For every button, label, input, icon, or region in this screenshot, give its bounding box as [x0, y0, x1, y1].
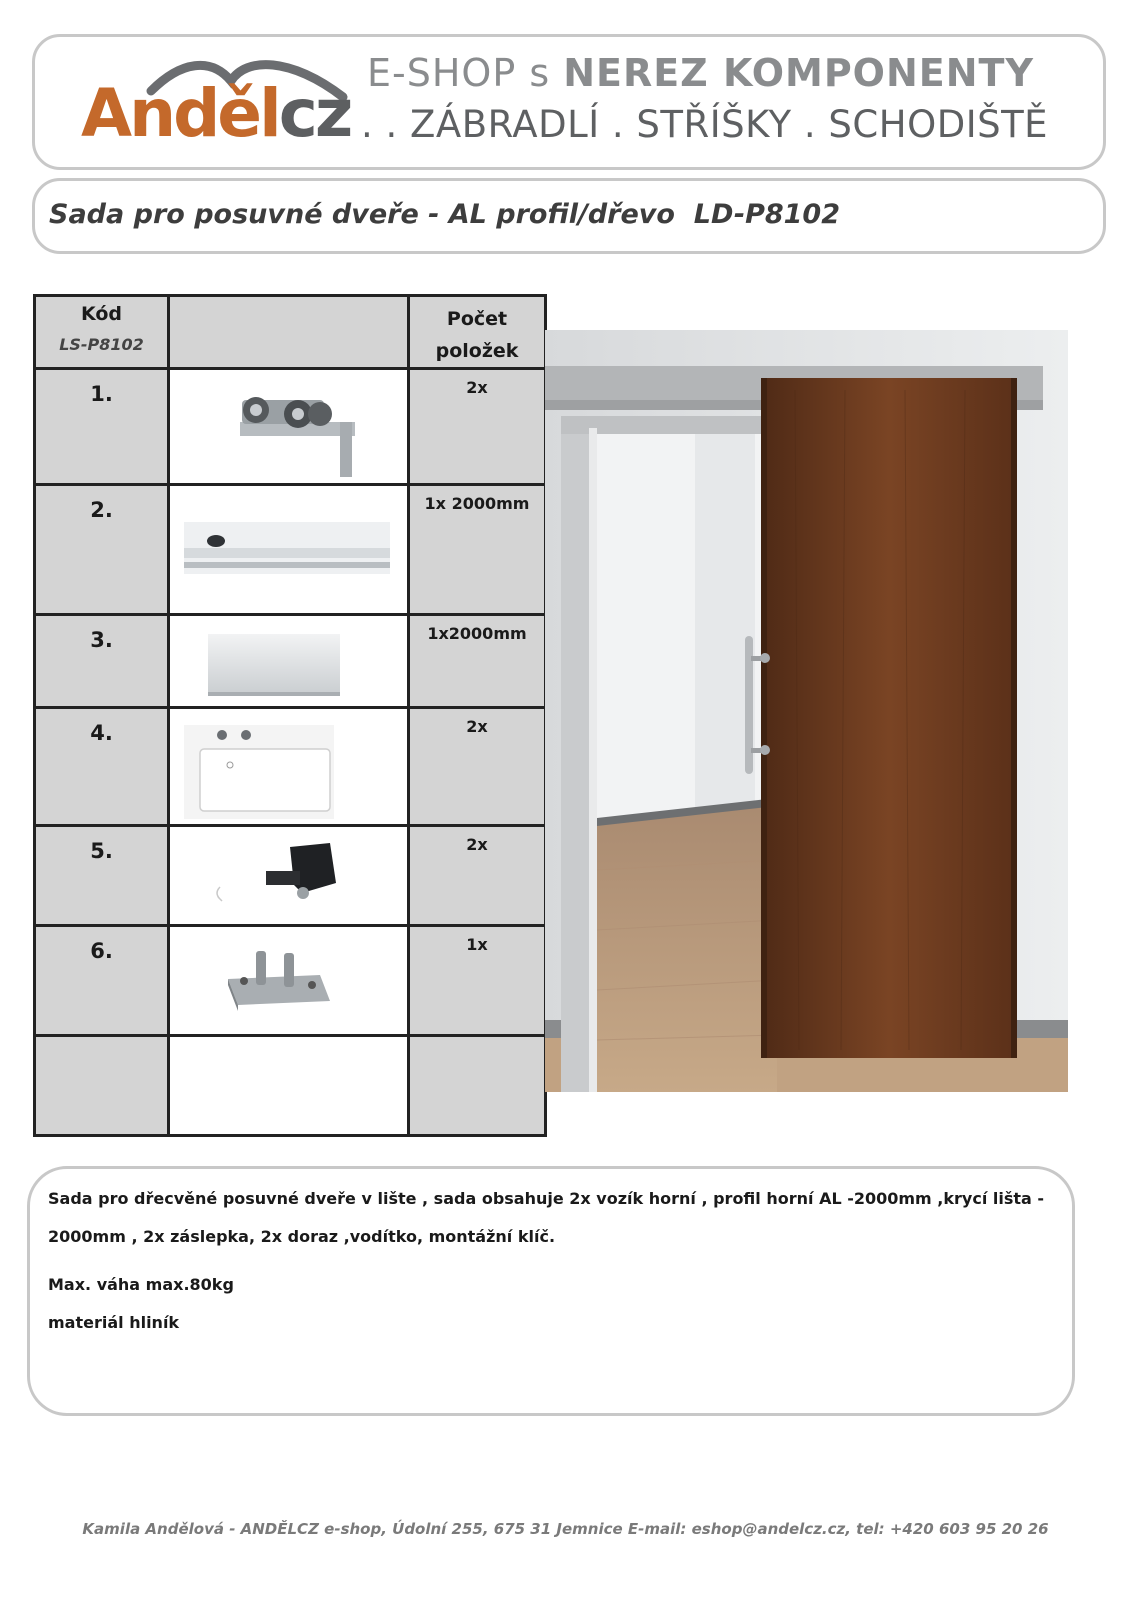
tagline-prefix: E-SHOP s	[367, 51, 564, 95]
row-qty: 1x 2000mm	[424, 494, 530, 513]
row-number-cell	[35, 926, 169, 1036]
sliding-door-illustration	[545, 330, 1068, 1092]
header-count-line1: Počet	[446, 308, 508, 330]
row-image-cell	[169, 708, 409, 826]
end-cap-icon	[170, 709, 407, 827]
row-number-cell	[35, 485, 169, 615]
row-qty: 2x	[466, 835, 488, 854]
table-row	[35, 708, 546, 826]
description-material: materiál hliník	[48, 1313, 180, 1332]
row-qty: 2x	[466, 717, 488, 736]
floor-guide-icon	[170, 927, 407, 1037]
row-image-cell	[169, 369, 409, 485]
row-qty-cell	[409, 826, 546, 926]
row-number: 5.	[90, 839, 113, 863]
description-line-1: Sada pro dřecvěné posuvné dveře v lište , sada obsahuje 2x vozík horní , profil horní AL -2000mm ,krycí lišta -	[48, 1189, 1045, 1208]
header-image-cell	[169, 296, 409, 369]
cover-strip-icon	[170, 616, 407, 709]
table-row-empty	[35, 1036, 546, 1136]
row-image-cell	[169, 615, 409, 708]
row-number-cell	[35, 369, 169, 485]
logo-text-suffix: cz	[278, 75, 351, 152]
header-code-cell	[35, 296, 169, 369]
door-stop-icon	[170, 827, 407, 927]
row-number-cell	[35, 1036, 169, 1136]
row-number: 4.	[90, 721, 113, 745]
row-qty-cell	[409, 1036, 546, 1136]
row-image-cell	[169, 1036, 409, 1136]
row-image-cell	[169, 485, 409, 615]
row-number: 1.	[90, 382, 113, 406]
table-row	[35, 826, 546, 926]
table-row	[35, 369, 546, 485]
header-code-value: LS-P8102	[59, 335, 144, 354]
row-image-cell	[169, 826, 409, 926]
footer-contact: Kamila Andělová - ANDĚLCZ e-shop, Údolní 255, 675 31 Jemnice E-mail: eshop@andelcz.cz, tel: +420 603 95 20 26	[82, 1520, 1049, 1538]
description-line-2: 2000mm , 2x záslepka, 2x doraz ,vodítko, montážní klíč.	[48, 1227, 556, 1246]
table-row	[35, 926, 546, 1036]
table-row	[35, 485, 546, 615]
table-header-row	[35, 296, 546, 369]
header-count-line2: položek	[435, 340, 519, 362]
row-qty-cell	[409, 615, 546, 708]
title-box	[32, 178, 1106, 254]
header-count-cell	[409, 296, 546, 369]
tagline-bold: NEREZ KOMPONENTY	[563, 51, 1034, 95]
row-number: 2.	[90, 498, 113, 522]
table-row	[35, 615, 546, 708]
row-qty: 1x	[466, 935, 488, 954]
logo-text-main: Anděl	[81, 75, 279, 152]
row-qty: 2x	[466, 378, 488, 397]
row-number: 3.	[90, 628, 113, 652]
row-number-cell	[35, 615, 169, 708]
roller-carriage-icon	[170, 370, 407, 486]
andelcz-logo[interactable]	[81, 51, 351, 161]
logo-wordmark	[81, 75, 351, 152]
row-number: 6.	[90, 939, 113, 963]
aluminium-rail-icon	[170, 486, 407, 616]
row-number-cell	[35, 708, 169, 826]
header-code-label: Kód	[80, 303, 123, 325]
page-title: Sada pro posuvné dveře - AL profil/dřevo LD-P8102	[49, 199, 841, 230]
row-qty-cell	[409, 485, 546, 615]
row-qty-cell	[409, 708, 546, 826]
row-image-cell	[169, 926, 409, 1036]
tagline-eshop	[367, 51, 1034, 95]
tagline-products: . . ZÁBRADLÍ . STŘÍŠKY . SCHODIŠTĚ	[361, 103, 1049, 146]
description-box	[27, 1166, 1075, 1416]
row-qty: 1x2000mm	[427, 624, 527, 643]
row-number-cell	[35, 826, 169, 926]
description-max-weight: Max. váha max.80kg	[48, 1275, 234, 1294]
parts-table	[33, 294, 547, 1137]
row-qty-cell	[409, 926, 546, 1036]
header-banner	[32, 34, 1106, 170]
row-qty-cell	[409, 369, 546, 485]
